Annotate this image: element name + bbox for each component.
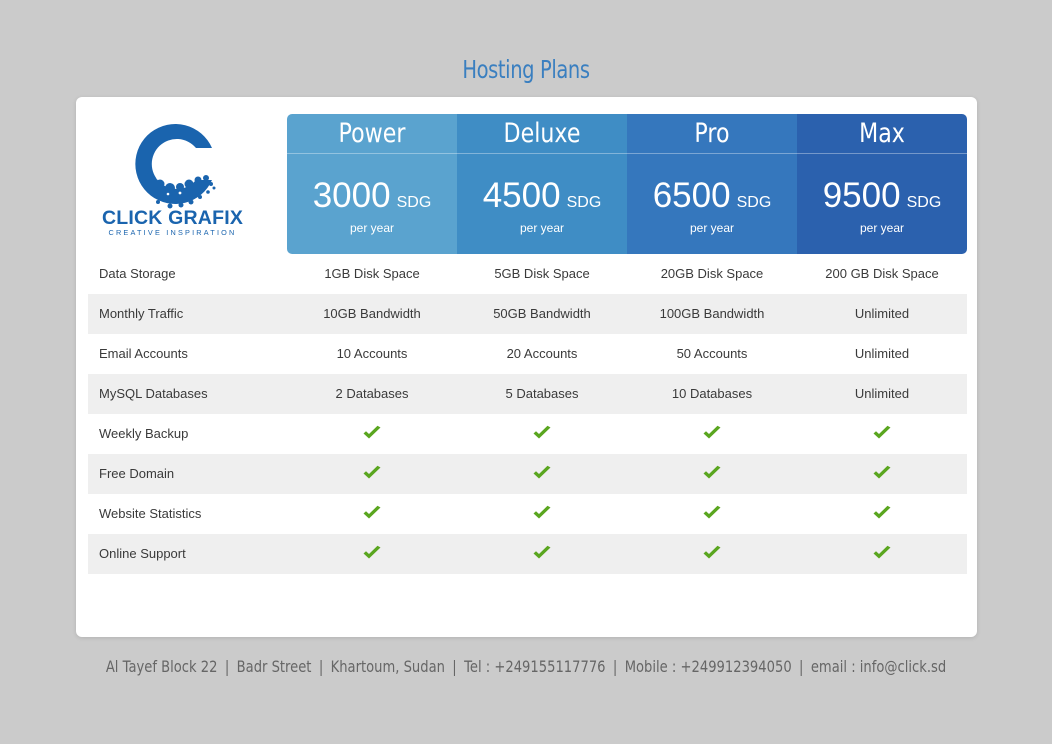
feature-check-cell: [287, 454, 457, 494]
checkmark-icon: [532, 545, 552, 561]
plan-price: [457, 176, 627, 216]
checkmark-icon: [362, 505, 382, 521]
feature-label: Website Statistics: [99, 506, 202, 521]
plans-header: [287, 114, 967, 254]
feature-check-cell: [627, 494, 797, 534]
checkmark-icon: [362, 465, 382, 481]
logo: [100, 118, 245, 240]
feature-check-cell: [797, 494, 967, 534]
feature-value: 10 Databases: [627, 374, 797, 414]
footer-address: Al Tayef Block 22: [105, 657, 218, 676]
price-currency: SDG: [736, 194, 772, 211]
contact-footer: [95, 657, 958, 681]
feature-check-cell: [287, 414, 457, 454]
plan-name-box: [797, 114, 967, 154]
plan-pro[interactable]: [627, 114, 797, 254]
checkmark-icon: [872, 545, 892, 561]
table-row: [88, 374, 967, 414]
feature-check-cell: [797, 534, 967, 574]
footer-separator: |: [224, 657, 230, 676]
footer-mobile: Mobile : +249912394050: [624, 657, 792, 676]
feature-label: Email Accounts: [99, 346, 188, 361]
logo-name: CLICK GRAFIX: [101, 207, 244, 229]
footer-separator: |: [452, 657, 457, 676]
feature-value: 50GB Bandwidth: [457, 294, 627, 334]
feature-value: 5 Databases: [457, 374, 627, 414]
checkmark-icon: [362, 545, 382, 561]
footer-city: Khartoum, Sudan: [330, 657, 445, 676]
feature-value: 10GB Bandwidth: [287, 294, 457, 334]
table-row: [88, 254, 967, 294]
table-row: [88, 334, 967, 374]
checkmark-icon: [702, 545, 722, 561]
feature-value: Unlimited: [854, 346, 910, 361]
price-amount: 3000: [312, 176, 391, 215]
price-amount: 6500: [652, 176, 731, 215]
checkmark-icon: [872, 465, 892, 481]
table-row: [88, 534, 967, 574]
feature-check-cell: [457, 414, 627, 454]
plan-name: Deluxe: [503, 118, 581, 149]
table-row: [88, 494, 967, 534]
plan-name: Max: [859, 118, 905, 149]
feature-check-cell: [287, 494, 457, 534]
feature-check-cell: [797, 454, 967, 494]
feature-value: 10 Accounts: [336, 346, 408, 361]
checkmark-icon: [872, 425, 892, 441]
feature-check-cell: [627, 414, 797, 454]
price-currency: SDG: [566, 194, 602, 211]
price-amount: 4500: [482, 176, 561, 215]
plan-price: [797, 176, 967, 216]
feature-value: 20GB Disk Space: [660, 266, 764, 281]
features-table: [88, 254, 967, 574]
plan-name-box: [457, 114, 627, 154]
feature-value: 2 Databases: [287, 374, 457, 414]
price-period: per year: [519, 221, 565, 235]
price-amount: 9500: [822, 176, 901, 215]
feature-check-cell: [457, 454, 627, 494]
checkmark-icon: [532, 425, 552, 441]
table-row: [88, 294, 967, 334]
checkmark-icon: [362, 425, 382, 441]
feature-check-cell: [627, 454, 797, 494]
plan-deluxe[interactable]: [457, 114, 627, 254]
plan-max[interactable]: [797, 114, 967, 254]
plan-price: [287, 176, 457, 216]
feature-check-cell: [457, 534, 627, 574]
footer-separator: |: [318, 657, 324, 676]
feature-check-cell: [457, 494, 627, 534]
plan-name-box: [287, 114, 457, 154]
checkmark-icon: [702, 505, 722, 521]
c-bubbles-logo-icon: [128, 118, 218, 210]
table-row: [88, 454, 967, 494]
plan-name-box: [627, 114, 797, 154]
feature-label: Free Domain: [88, 454, 287, 494]
feature-label: Monthly Traffic: [88, 294, 287, 334]
feature-value: Unlimited: [797, 294, 967, 334]
footer-tel: Tel : +249155117776: [464, 657, 606, 676]
page-title: Hosting Plans: [462, 55, 590, 84]
table-row: [88, 414, 967, 454]
feature-value: 1GB Disk Space: [324, 266, 420, 281]
plan-power[interactable]: [287, 114, 457, 254]
feature-check-cell: [287, 534, 457, 574]
logo-tagline: CREATIVE INSPIRATION: [108, 228, 237, 237]
feature-value: 5GB Disk Space: [494, 266, 590, 281]
price-period: per year: [689, 221, 735, 235]
feature-value: 200 GB Disk Space: [825, 266, 939, 281]
footer-email[interactable]: email : info@click.sd: [810, 657, 947, 676]
checkmark-icon: [702, 465, 722, 481]
feature-value: 100GB Bandwidth: [627, 294, 797, 334]
feature-label: Weekly Backup: [99, 426, 189, 441]
plan-name: Pro: [694, 118, 730, 149]
feature-label: MySQL Databases: [88, 374, 287, 414]
checkmark-icon: [532, 505, 552, 521]
checkmark-icon: [532, 465, 552, 481]
checkmark-icon: [702, 425, 722, 441]
feature-value: Unlimited: [797, 374, 967, 414]
price-currency: SDG: [396, 194, 432, 211]
plan-price: [627, 176, 797, 216]
feature-value: 20 Accounts: [506, 346, 578, 361]
price-period: per year: [859, 221, 905, 235]
feature-check-cell: [797, 414, 967, 454]
plan-name: Power: [338, 118, 406, 149]
footer-separator: |: [612, 657, 618, 676]
footer-separator: |: [799, 657, 804, 676]
footer-street: Badr Street: [236, 657, 312, 676]
feature-check-cell: [627, 534, 797, 574]
feature-value: 50 Accounts: [676, 346, 748, 361]
feature-label: Online Support: [88, 534, 287, 574]
feature-label: Data Storage: [99, 266, 176, 281]
checkmark-icon: [872, 505, 892, 521]
price-period: per year: [349, 221, 395, 235]
price-currency: SDG: [906, 194, 942, 211]
